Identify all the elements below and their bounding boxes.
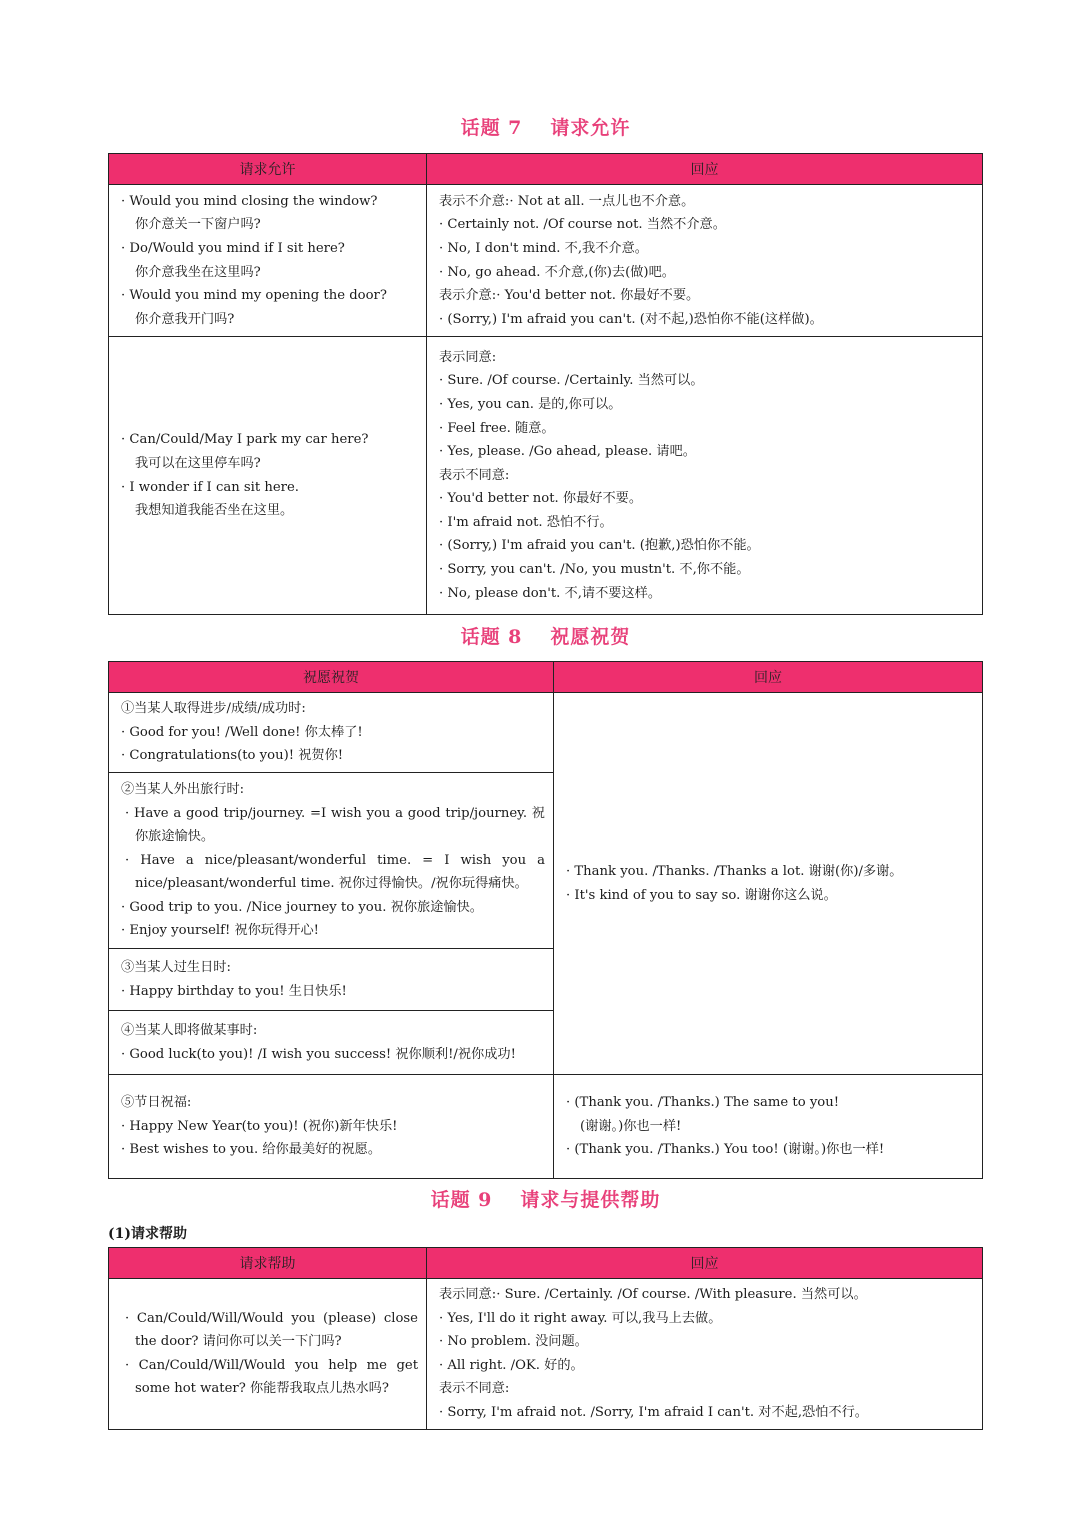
text-line: 我可以在这里停车吗?: [135, 455, 261, 471]
topic-number: 话题 7: [460, 117, 523, 139]
text-line: 表示不同意:: [439, 1381, 510, 1397]
topic-7-table: [108, 153, 983, 615]
text-line: · Feel free. 随意。: [439, 420, 555, 436]
text-line: · Best wishes to you. 给你最美好的祝愿。: [121, 1142, 382, 1158]
topic-name: 请求允许: [550, 117, 631, 139]
text-line: · Certainly not. /Of course not. 当然不介意。: [439, 217, 726, 233]
text-line: (谢谢。)你也一样!: [580, 1118, 682, 1134]
text-line: · (Sorry,) I'm afraid you can't. (抱歉,)恐怕你不能。: [439, 538, 760, 554]
text-line: · No, I don't mind. 不,我不介意。: [439, 240, 648, 256]
wish-cell: [109, 1011, 554, 1075]
text-line: · Sure. /Of course. /Certainly. 当然可以。: [439, 373, 704, 389]
request-cell: [109, 337, 427, 615]
text-line: · Yes, please. /Go ahead, please. 请吧。: [439, 444, 696, 460]
text-line: ④当某人即将做某事时:: [121, 1022, 258, 1038]
topic-number: 话题 8: [460, 626, 523, 648]
text-line: · Yes, I'll do it right away. 可以,我马上去做。: [439, 1310, 722, 1326]
text-line: 表示介意:· You'd better not. 你最好不要。: [439, 288, 700, 304]
text-line: · Good luck(to you)! /I wish you success! 祝你顺利!/祝你成功!: [121, 1046, 516, 1062]
response-cell: [427, 1279, 983, 1430]
wish-cell: [109, 773, 554, 949]
topic-9-title: [108, 1185, 983, 1212]
topic-number: 话题 9: [430, 1189, 493, 1211]
topic-name: 祝愿祝贺: [550, 626, 631, 648]
text-line: · Enjoy yourself! 祝你玩得开心!: [121, 923, 319, 939]
text-line: · I wonder if I can sit here.: [121, 479, 299, 495]
wish-cell: [109, 949, 554, 1011]
response-cell: [427, 337, 983, 615]
text-line: · Can/Could/May I park my car here?: [121, 432, 369, 448]
text-line: · Do/Would you mind if I sit here?: [121, 240, 345, 256]
text-line: · No, go ahead. 不介意,(你)去(做)吧。: [439, 264, 675, 280]
column-header-response: 回应: [554, 662, 983, 693]
wish-cell: [109, 1075, 554, 1179]
text-line: · Have a nice/pleasant/wonderful time. = I wish you a nice/pleasant/wonderful time. 祝你过得愉快。/祝你玩得痛快。: [125, 852, 545, 892]
text-line: 你介意我开门吗?: [135, 311, 235, 327]
text-line: 你介意关一下窗户吗?: [135, 217, 261, 233]
response-cell: [554, 1075, 983, 1179]
text-line: · Congratulations(to you)! 祝贺你!: [121, 748, 344, 764]
text-line: · Thank you. /Thanks. /Thanks a lot. 谢谢(你)/多谢。: [566, 863, 903, 879]
column-header-wishes: 祝愿祝贺: [109, 662, 554, 693]
column-header-response: 回应: [427, 154, 983, 185]
column-header-request: 请求帮助: [109, 1248, 427, 1279]
column-header-response: 回应: [427, 1248, 983, 1279]
text-line: · Good trip to you. /Nice journey to you. 祝你旅途愉快。: [121, 899, 483, 915]
text-line: ②当某人外出旅行时:: [121, 781, 245, 797]
text-line: · I'm afraid not. 恐怕不行。: [439, 514, 613, 530]
section-subheading: (1)请求帮助: [108, 1226, 187, 1242]
text-line: · (Sorry,) I'm afraid you can't. (对不起,)恐怕你不能(这样做)。: [439, 311, 823, 327]
text-line: · Good for you! /Well done! 你太棒了!: [121, 724, 363, 740]
text-line: 你介意我坐在这里吗?: [135, 264, 261, 280]
text-line: ③当某人过生日时:: [121, 959, 231, 975]
text-line: · It's kind of you to say so. 谢谢你这么说。: [566, 887, 837, 903]
text-line: ⑤节日祝福:: [121, 1095, 192, 1111]
request-cell: [109, 185, 427, 337]
text-line: · Yes, you can. 是的,你可以。: [439, 396, 622, 412]
text-line: · (Thank you. /Thanks.) You too! (谢谢。)你也一样!: [566, 1142, 885, 1158]
text-line: · Can/Could/Will/Would you help me get some hot water? 你能帮我取点儿热水吗?: [125, 1357, 418, 1397]
text-line: ①当某人取得进步/成绩/成功时:: [121, 701, 306, 717]
text-line: · (Thank you. /Thanks.) The same to you!: [566, 1095, 840, 1111]
topic-8-table: [108, 661, 983, 1179]
topic-9-table: [108, 1247, 983, 1430]
text-line: 表示不同意:: [439, 467, 510, 483]
text-line: · Would you mind closing the window?: [121, 193, 378, 209]
wish-cell: [109, 693, 554, 773]
text-line: · No problem. 没问题。: [439, 1334, 588, 1350]
response-cell: [427, 185, 983, 337]
text-line: 我想知道我能否坐在这里。: [135, 503, 294, 519]
text-line: · Would you mind my opening the door?: [121, 288, 387, 304]
text-line: · No, please don't. 不,请不要这样。: [439, 585, 662, 601]
response-cell: [554, 693, 983, 1075]
text-line: · All right. /OK. 好的。: [439, 1357, 584, 1373]
text-line: 表示不介意:· Not at all. 一点儿也不介意。: [439, 193, 695, 209]
text-line: · Happy New Year(to you)! (祝你)新年快乐!: [121, 1118, 398, 1134]
request-cell: [109, 1279, 427, 1430]
text-line: · You'd better not. 你最好不要。: [439, 491, 643, 507]
text-line: · Happy birthday to you! 生日快乐!: [121, 983, 347, 999]
column-header-request: 请求允许: [109, 154, 427, 185]
text-line: · Have a good trip/journey. =I wish you a good trip/journey. 祝你旅途愉快。: [125, 805, 545, 845]
topic-name: 请求与提供帮助: [520, 1189, 661, 1211]
text-line: · Can/Could/Will/Would you (please) close the door? 请问你可以关一下门吗?: [125, 1310, 418, 1350]
text-line: 表示同意:: [439, 349, 497, 365]
text-line: 表示同意:· Sure. /Certainly. /Of course. /With pleasure. 当然可以。: [439, 1287, 867, 1302]
text-line: · Sorry, I'm afraid not. /Sorry, I'm afraid I can't. 对不起,恐怕不行。: [439, 1404, 868, 1420]
topic-7-title: [108, 113, 983, 140]
topic-8-title: [108, 622, 983, 649]
text-line: · Sorry, you can't. /No, you mustn't. 不,你不能。: [439, 562, 750, 578]
